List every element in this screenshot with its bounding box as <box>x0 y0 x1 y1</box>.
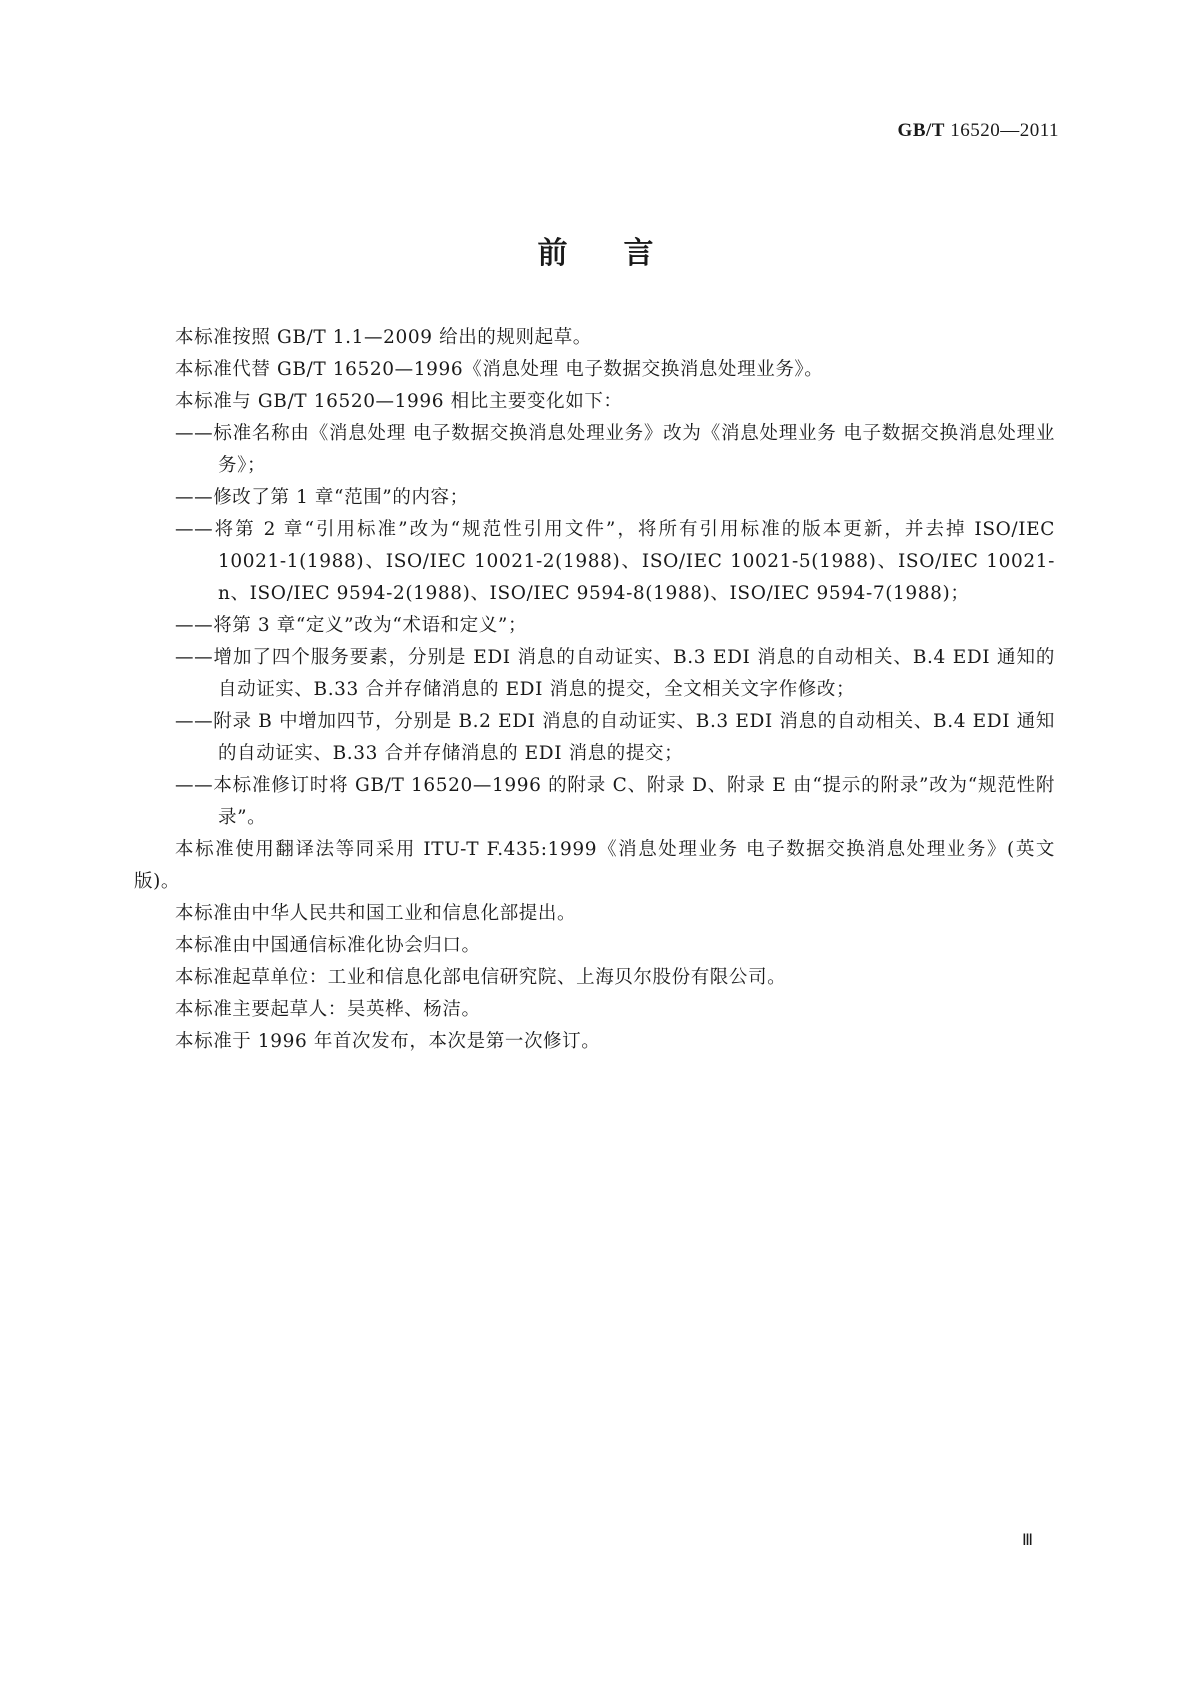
paragraph: 本标准使用翻译法等同采用 ITU-T F.435:1999《消息处理业务 电子数据交换消息处理业务》(英文版)。 <box>134 839 1055 892</box>
standard-code-prefix: GB/T <box>897 120 945 141</box>
paragraph: 本标准由中华人民共和国工业和信息化部提出。 <box>175 903 577 924</box>
change-item: ——修改了第 1 章“范围”的内容； <box>175 487 469 508</box>
paragraph: 本标准由中国通信标准化协会归口。 <box>175 935 481 956</box>
change-item: ——标准名称由《消息处理 电子数据交换消息处理业务》改为《消息处理业务 电子数据交换消息处理业务》； <box>175 423 1055 476</box>
standard-code <box>898 120 1059 142</box>
page-title-char-2: 言 <box>623 236 654 271</box>
paragraph: 本标准于 1996 年首次发布，本次是第一次修订。 <box>175 1031 601 1052</box>
page-number: Ⅲ <box>1021 1532 1033 1549</box>
paragraph: 本标准代替 GB/T 16520—1996《消息处理 电子数据交换消息处理业务》。 <box>175 359 824 380</box>
change-item: ——本标准修订时将 GB/T 16520—1996 的附录 C、附录 D、附录 E 由“提示的附录”改为“规范性附录”。 <box>175 775 1055 828</box>
foreword-body <box>134 322 1055 1058</box>
change-item: ——附录 B 中增加四节，分别是 B.2 EDI 消息的自动证实、B.3 EDI 消息的自动相关、B.4 EDI 通知的自动证实、B.33 合并存储消息的 EDI 消息的提交； <box>175 711 1055 764</box>
change-item: ——增加了四个服务要素，分别是 EDI 消息的自动证实、B.3 EDI 消息的自动相关、B.4 EDI 通知的自动证实、B.33 合并存储消息的 EDI 消息的提交，全文相关文字作修改； <box>175 647 1055 700</box>
paragraph: 本标准起草单位：工业和信息化部电信研究院、上海贝尔股份有限公司。 <box>175 967 787 988</box>
change-item: ——将第 3 章“定义”改为“术语和定义”； <box>175 615 528 636</box>
change-item: ——将第 2 章“引用标准”改为“规范性引用文件”，将所有引用标准的版本更新，并去掉 ISO/IEC 10021-1(1988)、ISO/IEC 10021-2(1988)、ISO/IEC 10021-5(1988)、ISO/IEC 10021-n、ISO/IEC 9594-2(1988)、ISO/IEC 9594-8(1988)、ISO/IEC 9594-7(1988)； <box>175 519 1055 604</box>
standard-code-number: 16520—2011 <box>944 120 1059 141</box>
page-title-char-1: 前 <box>537 236 568 271</box>
page-title <box>0 228 1191 272</box>
paragraph: 本标准按照 GB/T 1.1—2009 给出的规则起草。 <box>175 327 592 348</box>
paragraph: 本标准与 GB/T 16520—1996 相比主要变化如下： <box>175 391 623 412</box>
paragraph: 本标准主要起草人：吴英桦、杨洁。 <box>175 999 481 1020</box>
